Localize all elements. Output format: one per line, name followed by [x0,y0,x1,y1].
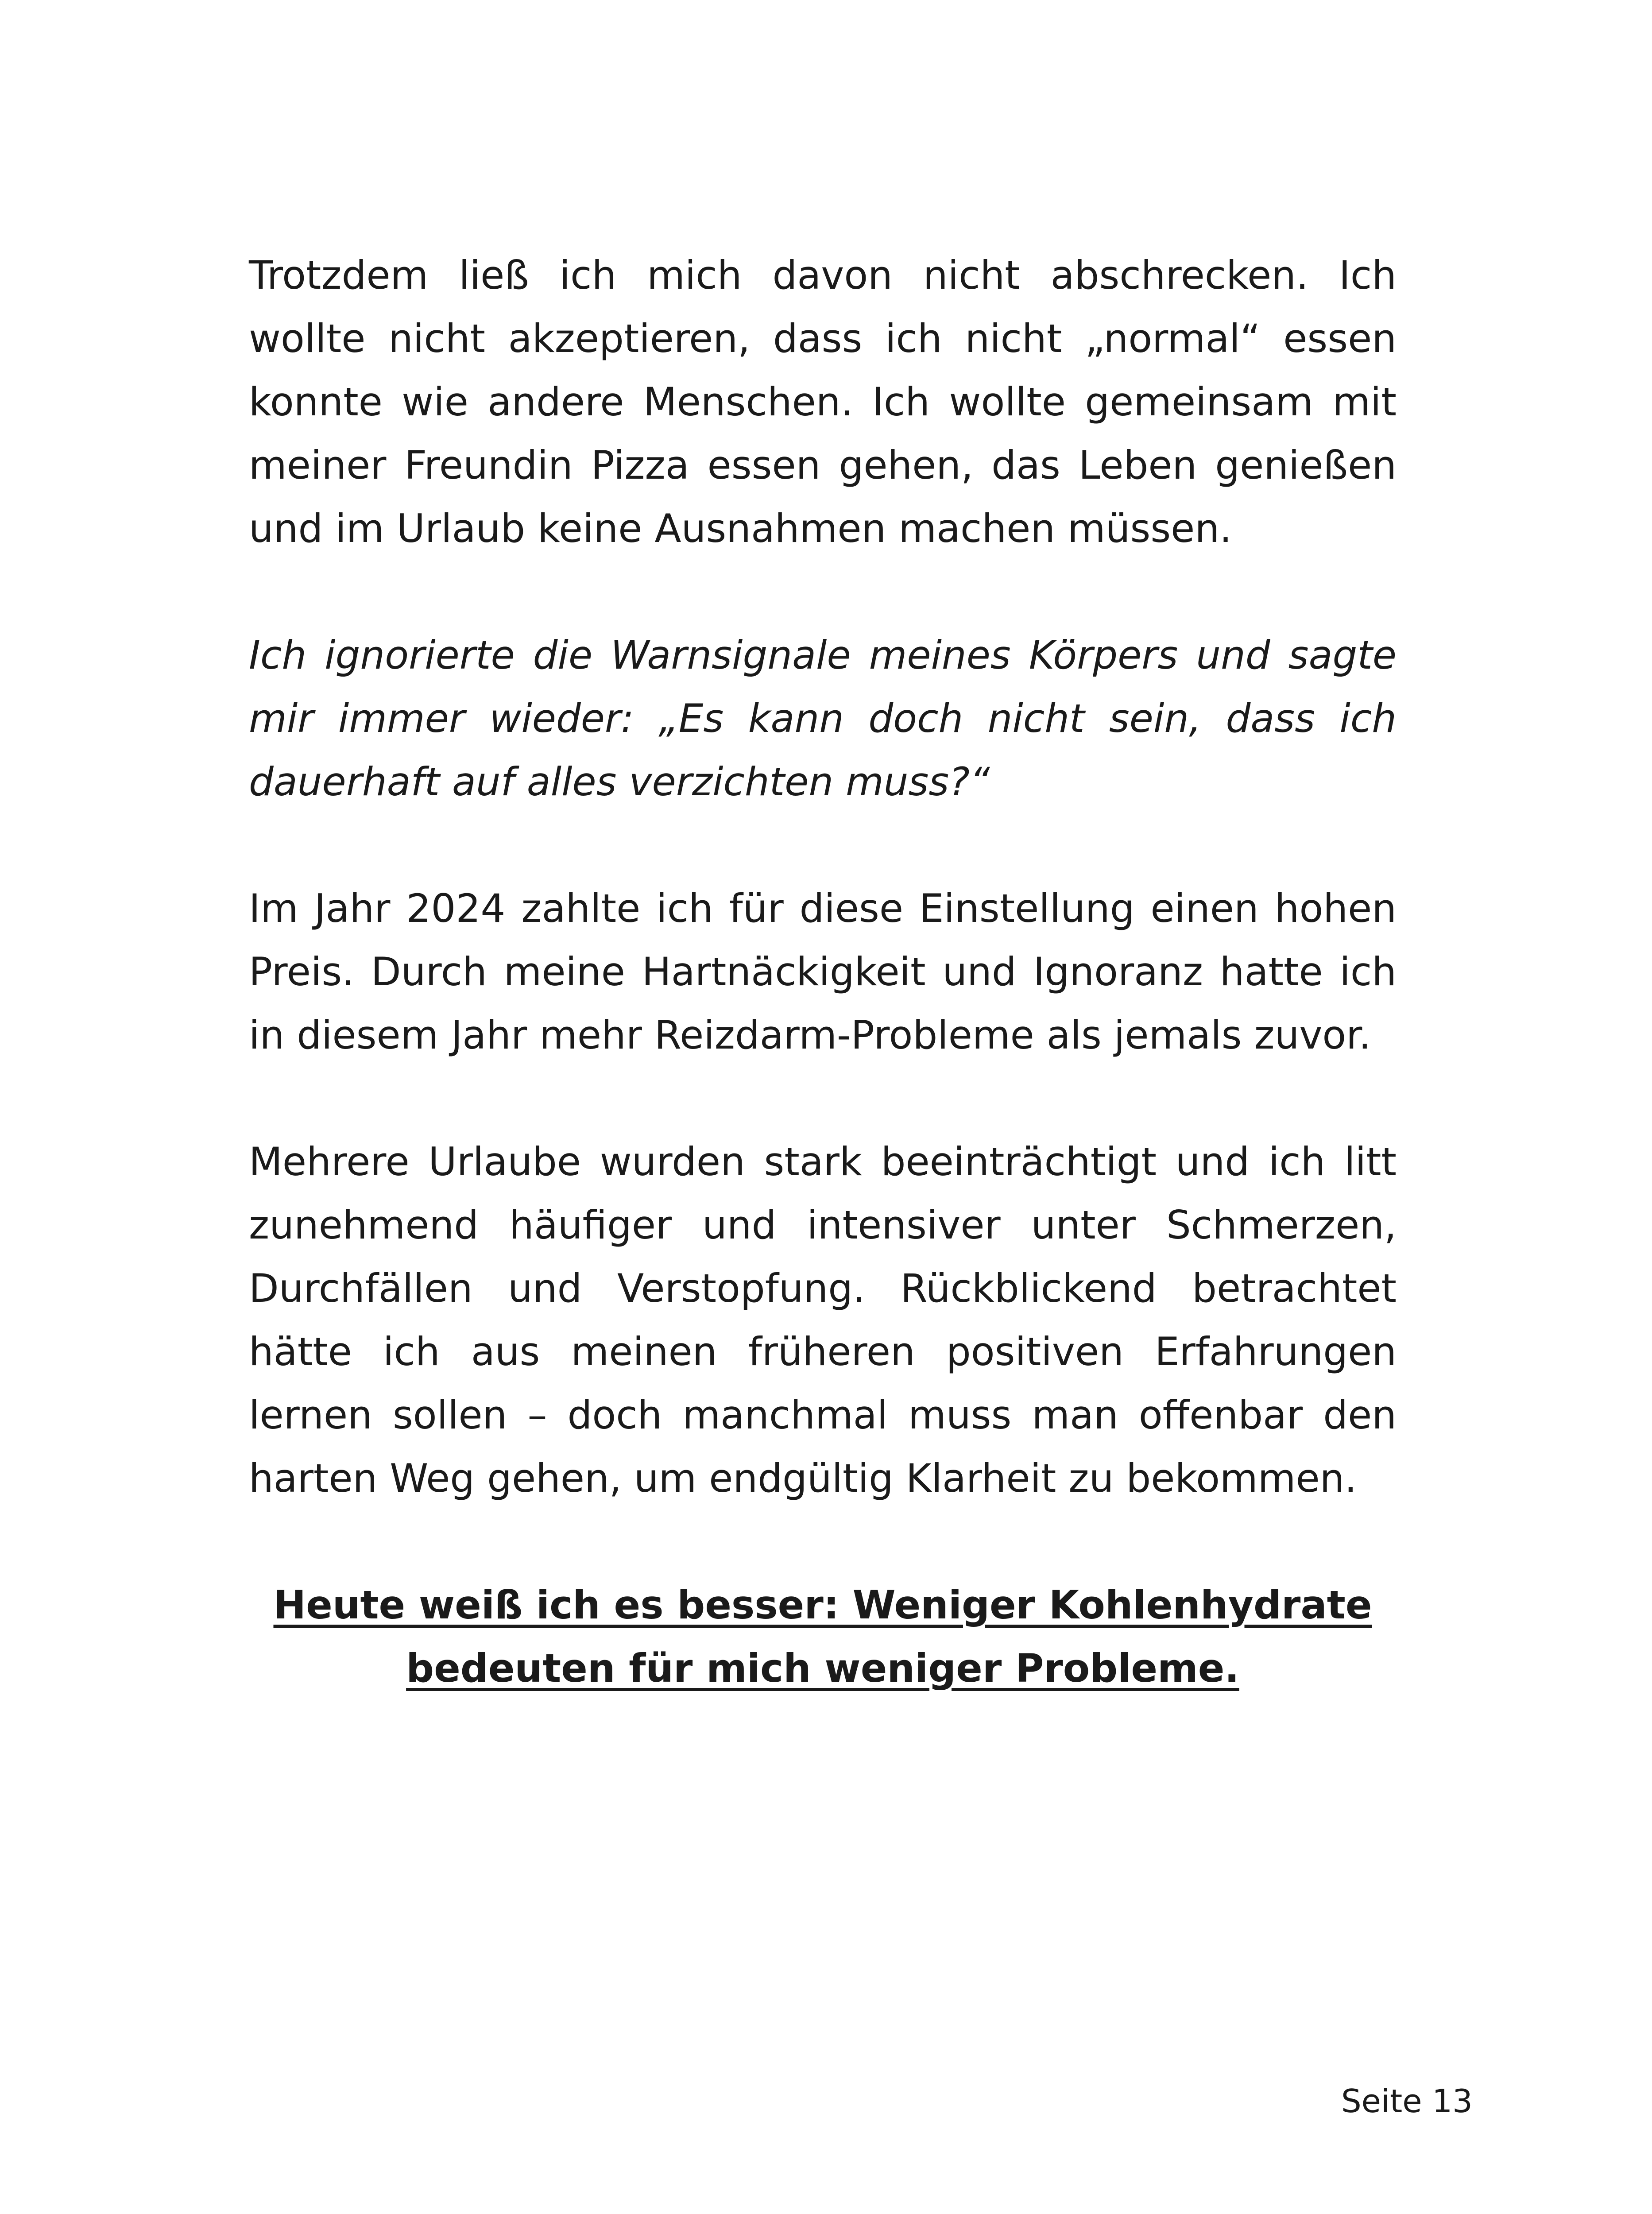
paragraph-vacations: Mehrere Urlaube wurden stark beeinträchtigt und ich litt zunehmend häufiger und intensiver unter Schmerzen, Durchfällen und Verstopfung. Rückblickend betrachtet hätte ich aus meinen früheren positiven Erfahrungen lernen sollen – doch manchmal muss man offenbar den harten Weg gehen, um endgültig Klarheit zu bekommen. [249,1139,1397,1501]
paragraph-warning-signals: Ich ignorierte die Warnsignale meines Körpers und sagte mir immer wieder: „Es kann doch nicht sein, dass ich dauerhaft auf alles verzichten muss?“ [249,632,1397,805]
page-body [249,244,1397,1700]
paragraph-2024: Im Jahr 2024 zahlte ich für diese Einstellung einen hohen Preis. Durch meine Hartnäckigkeit und Ignoranz hatte ich in diesem Jahr mehr Reizdarm-Probleme als jemals zuvor. [249,886,1397,1058]
paragraph-determination: Trotzdem ließ ich mich davon nicht abschrecken. Ich wollte nicht akzeptieren, dass ich nicht „normal“ essen konnte wie andere Menschen. Ich wollte gemeinsam mit meiner Freundin Pizza essen gehen, das Leben genießen und im Urlaub keine Ausnahmen machen müssen. [249,252,1397,551]
page-number: Seite 13 [1341,2082,1473,2120]
closing-statement: Heute weiß ich es besser: Weniger Kohlenhydrate bedeuten für mich weniger Probleme. [273,1582,1372,1691]
